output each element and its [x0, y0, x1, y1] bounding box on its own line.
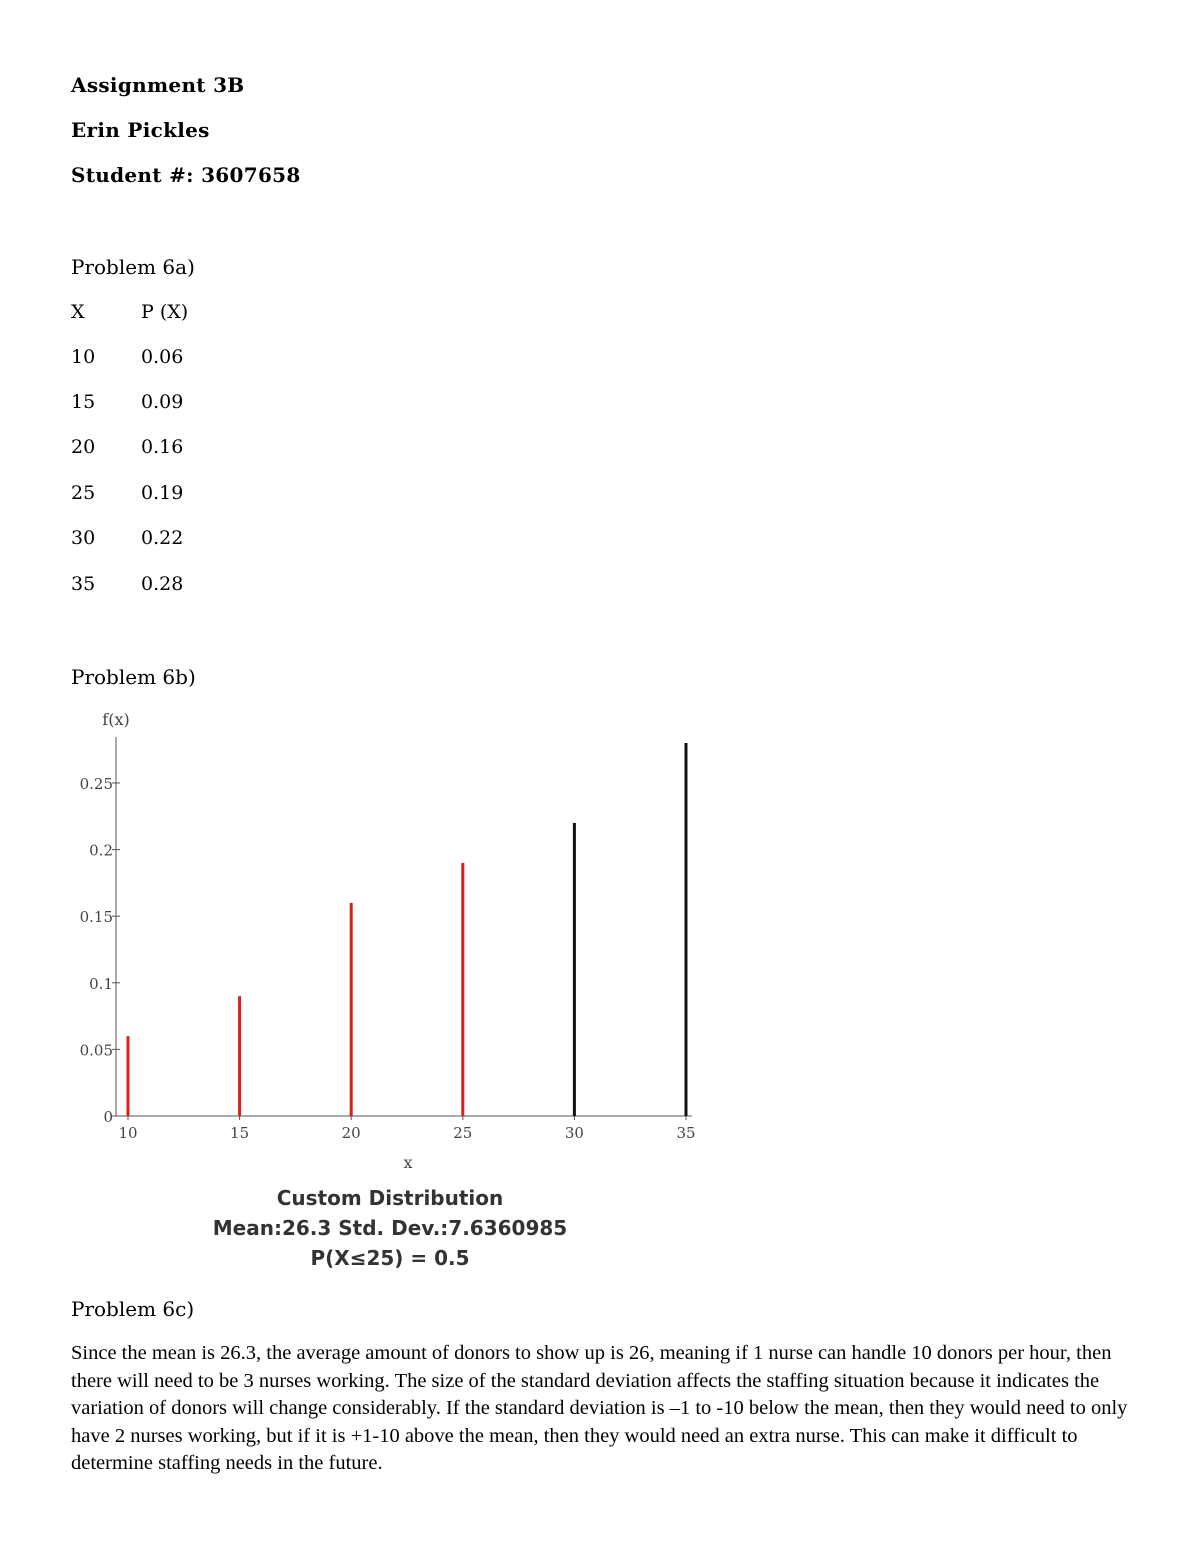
x-axis-title: x [403, 1153, 413, 1172]
y-tick-label: 0.1 [89, 974, 113, 993]
chart-caption-stats: Mean:26.3 Std. Dev.:7.6360985 [212, 1216, 568, 1240]
y-tick-label: 0.05 [79, 1041, 113, 1060]
y-tick-label: 0.15 [79, 908, 113, 927]
y-tick-label: 0 [103, 1108, 113, 1126]
table-cell-x: 10 [71, 346, 96, 368]
table-cell-p: 0.16 [141, 436, 184, 458]
x-tick-label: 35 [676, 1124, 696, 1142]
x-tick-label: 30 [564, 1124, 584, 1142]
student-number: Student #: 3607658 [71, 163, 301, 187]
y-axis-title: f(x) [102, 710, 130, 729]
table-header-x: X [71, 301, 85, 323]
assignment-title: Assignment 3B [71, 73, 245, 97]
table-cell-x: 35 [71, 573, 96, 595]
x-tick-label: 25 [453, 1124, 473, 1142]
table-header-px: P (X) [141, 301, 189, 323]
table-cell-x: 15 [71, 391, 96, 413]
x-tick-label: 10 [118, 1124, 138, 1142]
table-cell-x: 30 [71, 527, 96, 549]
x-tick-label: 15 [230, 1124, 250, 1142]
student-name: Erin Pickles [71, 118, 210, 142]
table-cell-p: 0.09 [141, 391, 184, 413]
table-cell-p: 0.06 [141, 346, 184, 368]
chart-caption-probability: P(X≤25) = 0.5 [310, 1246, 470, 1270]
problem-6c-answer: Since the mean is 26.3, the average amount of donors to show up is 26, meaning if 1 nurse can handle 10 donors per hour, then there will need to be 3 nurses working. The size of the standard deviation affects the staffing situation because it indicates the variation of donors will change considerably. If the standard deviation is –1 to -10 below the mean, then they would need to only have 2 nurses working, but if it is +1-10 above the mean, then they would need an extra nurse. This can make it difficult to determine staffing needs in the future. [71, 1342, 1128, 1475]
table-cell-p: 0.22 [141, 527, 184, 549]
problem-6a-title: Problem 6a) [71, 255, 195, 279]
y-tick-label: 0.2 [89, 841, 113, 860]
table-cell-p: 0.19 [141, 482, 184, 504]
problem-6b-title: Problem 6b) [71, 665, 196, 689]
table-cell-x: 25 [71, 482, 96, 504]
probability-bar-chart [60, 700, 720, 1180]
problem-6c-title: Problem 6c) [71, 1297, 195, 1321]
table-cell-p: 0.28 [141, 573, 184, 595]
y-tick-label: 0.25 [79, 774, 113, 793]
table-cell-x: 20 [71, 436, 96, 458]
x-tick-label: 20 [341, 1124, 361, 1142]
chart-caption-title: Custom Distribution [276, 1186, 504, 1210]
